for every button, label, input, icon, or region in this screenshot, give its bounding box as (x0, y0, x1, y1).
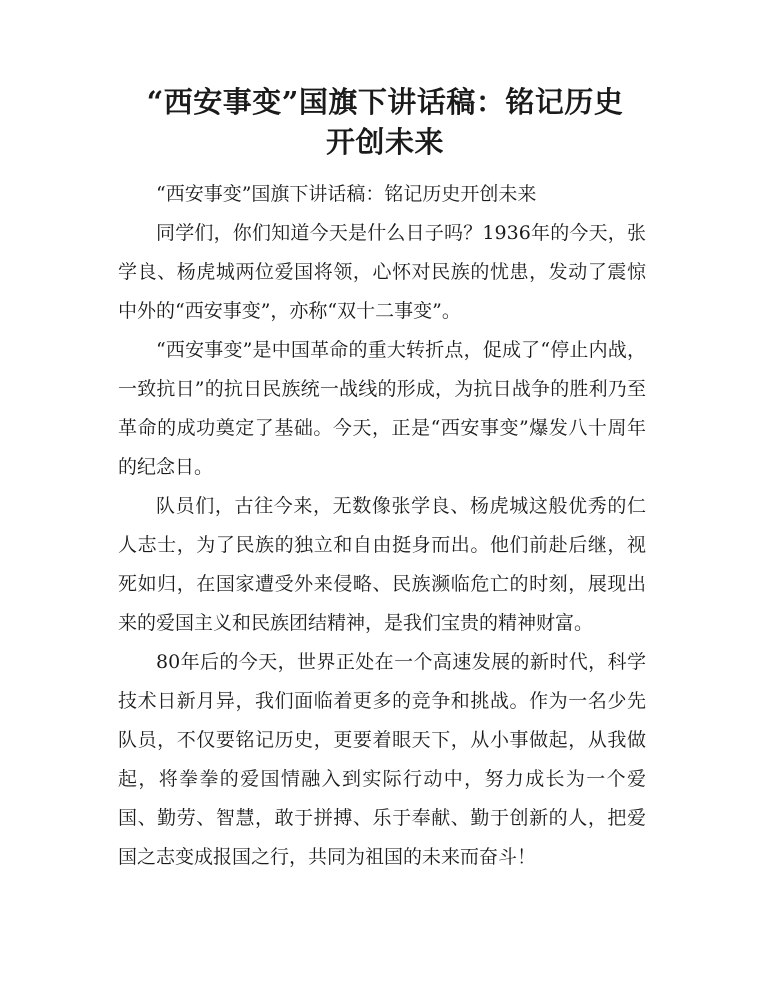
body-paragraph: 80年后的今天，世界正处在一个高速发展的新时代，科学技术日新月异，我们面临着更多的竞争和挑战。作为一名少先队员，不仅要铭记历史，更要着眼天下，从小事做起，从我做起，将拳拳的爱国情融入到实际行动中，努力成长为一个爱国、勤劳、智慧，敢于拼搏、乐于奉献、勤于创新的人，把爱国之志变成报国之行，共同为祖国的未来而奋斗！ (118, 651, 646, 868)
body-paragraph: 队员们，古往今来，无数像张学良、杨虎城这般优秀的仁人志士，为了民族的独立和自由挺身而出。他们前赴后继，视死如归，在国家遭受外来侵略、民族濒临危亡的时刻，展现出来的爱国主义和民族团结精神，是我们宝贵的精神财富。 (118, 495, 646, 634)
title-line-1: “西安事变”国旗下讲话稿：铭记历史 (146, 85, 624, 119)
document-body (118, 175, 646, 877)
body-paragraph: “西安事变”是中国革命的重大转折点，促成了“停止内战，一致抗日”的抗日民族统一战线的形成，为抗日战争的胜利乃至革命的成功奠定了基础。今天，正是“西安事变”爆发八十周年的纪念日。 (118, 339, 646, 478)
body-paragraph: 同学们，你们知道今天是什么日子吗？1936年的今天，张学良、杨虎城两位爱国将领，心怀对民族的忧患，发动了震惊中外的“西安事变”，亦称“双十二事变”。 (118, 222, 646, 322)
subtitle-paragraph: “西安事变”国旗下讲话稿：铭记历史开创未来 (156, 183, 537, 205)
title-line-2: 开创未来 (325, 125, 444, 159)
document-title (100, 82, 670, 162)
